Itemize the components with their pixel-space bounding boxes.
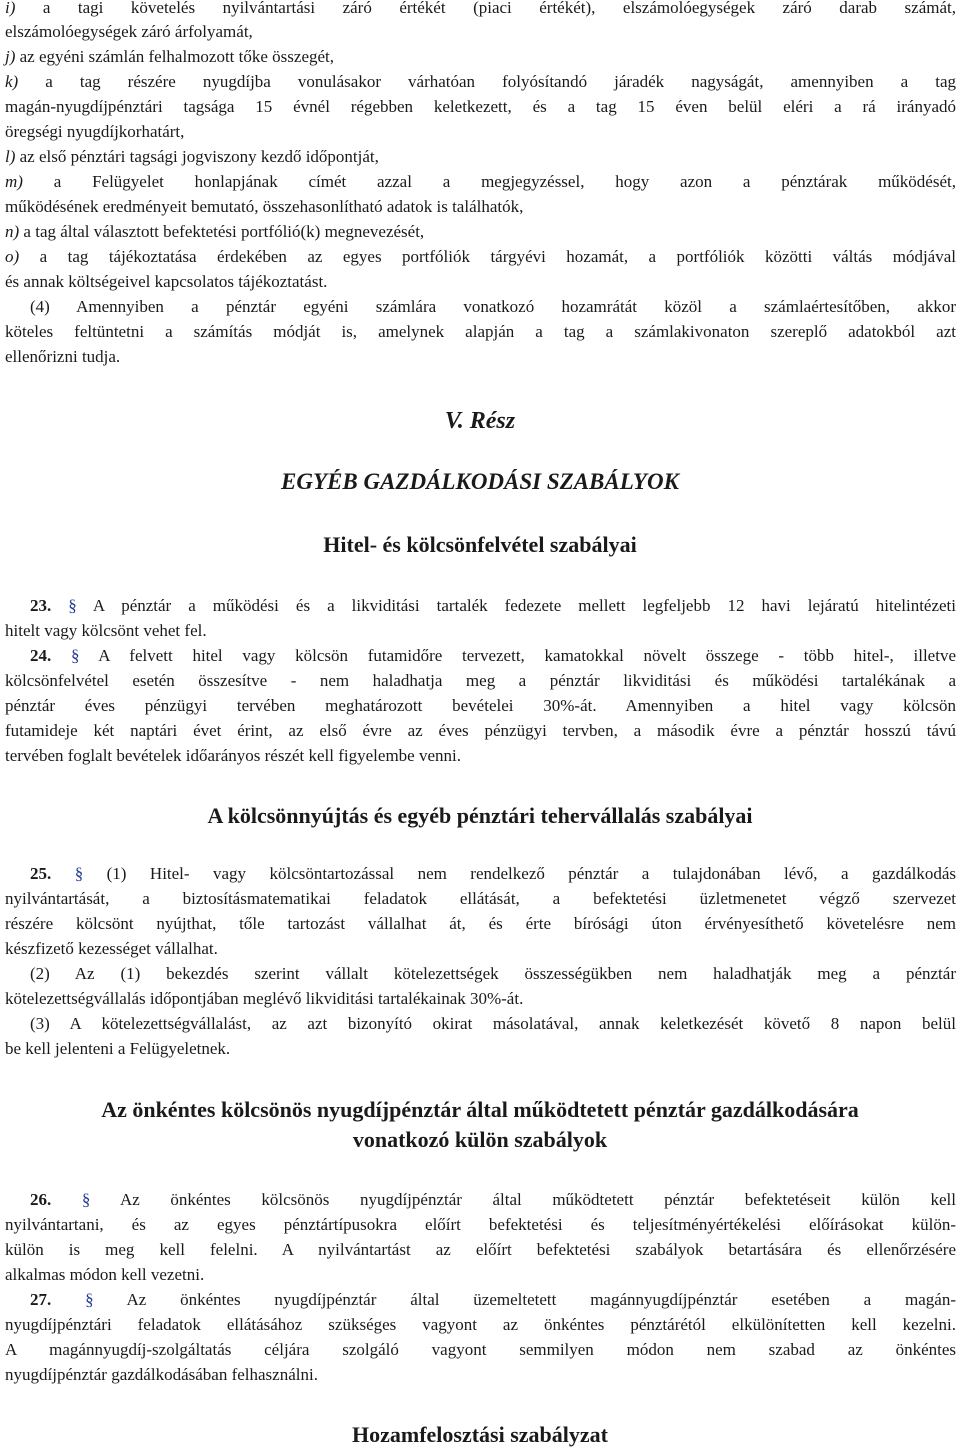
para-26-line-4: alkalmas módon kell vezetni. bbox=[5, 1265, 205, 1284]
item-l: l) az első pénztári tagsági jogviszony kezdő időpontját, bbox=[5, 147, 379, 166]
para-26-line-1: 26. § Az önkéntes kölcsönös nyugdíjpénztár által működtetett pénztár befektetéseit külön kell bbox=[30, 1190, 956, 1209]
item-label: i) bbox=[5, 0, 16, 17]
item-label: k) bbox=[5, 72, 19, 91]
para-27-line-3: A magánnyugdíj-szolgáltatás céljára szolgáló vagyont semmilyen módon nem szabad az önkéntes bbox=[5, 1340, 956, 1359]
para-26-line-3: külön is meg kell felelni. A nyilvántartást az előírt befektetési szabályok betartására és ellenőrzésére bbox=[5, 1240, 956, 1259]
section-symbol: § bbox=[81, 1190, 91, 1209]
para-25-line-1: 25. § (1) Hitel- vagy kölcsöntartozással nem rendelkező pénztár a tulajdonában lévő, a gazdálkodás bbox=[30, 864, 956, 883]
para-24-line-3: pénztár éves pénzügyi tervében meghatározott bevételei 30%-át. Amennyiben a hitel vagy kölcsön bbox=[5, 696, 956, 715]
subsection-title-separate-rules-1: Az önkéntes kölcsönös nyugdíjpénztár által működtetett pénztár gazdálkodására bbox=[101, 1097, 859, 1122]
para-4-line-3: ellenőrizni tudja. bbox=[5, 347, 121, 366]
section-symbol: § bbox=[74, 864, 84, 883]
item-k-line-1: k) a tag részére nyugdíjba vonulásakor várhatóan folyósítandó járadék nagyságát, amennyiben a tag bbox=[5, 72, 956, 91]
item-label: l) bbox=[5, 147, 16, 166]
para-27-line-2: nyugdíjpénztári feladatok ellátásához szükséges vagyont az önkéntes pénztárétól elkülönítetten kell kezelni. bbox=[5, 1315, 956, 1334]
section-symbol: § bbox=[68, 596, 77, 615]
section-symbol: § bbox=[70, 646, 80, 665]
para-25-line-2: nyilvántartását, a biztosításmatematikai feladatok ellátását, a befektetési üzletmenetet végző szervezet bbox=[5, 889, 956, 908]
para-25-line-3: részére kölcsönt nyújthat, tőle tartozást vállalhat át, és érte bírósági úton érvényesíthető követelésre nem bbox=[5, 914, 956, 933]
item-label: n) bbox=[5, 222, 20, 241]
item-i-line-1: i) a tagi követelés nyilvántartási záró értékét (piaci értékét), elszámolóegységek záró darab számát, bbox=[5, 0, 956, 17]
para-25-line-4: készfizető kezességet vállalhat. bbox=[5, 939, 218, 958]
subsection-title-lending: A kölcsönnyújtás és egyéb pénztári tehervállalás szabályai bbox=[207, 803, 753, 828]
item-o-line-1: o) a tag tájékoztatása érdekében az egyes portfóliók tárgyévi hozamát, a portfóliók közötti váltás módjával bbox=[5, 247, 956, 266]
subsection-title-credit: Hitel- és kölcsönfelvétel szabályai bbox=[323, 532, 637, 557]
para-25-2-line-1: (2) Az (1) bekezdés szerint vállalt kötelezettségek összességükben nem haladhatják meg a pénztár bbox=[30, 964, 956, 983]
section-symbol: § bbox=[85, 1290, 94, 1309]
item-o-line-2: és annak költségeivel kapcsolatos tájékoztatást. bbox=[5, 272, 328, 291]
item-k-line-2: magán-nyugdíjpénztári tagsága 15 évnél régebben keletkezett, és a tag 15 éven belül eléri a rá irányadó bbox=[5, 97, 956, 116]
item-j: j) az egyéni számlán felhalmozott tőke összegét, bbox=[5, 47, 335, 66]
item-n: n) a tag által választott befektetési portfólió(k) megnevezését, bbox=[5, 222, 425, 241]
subsection-title-separate-rules-2: vonatkozó külön szabályok bbox=[352, 1127, 608, 1152]
part-title: V. Rész bbox=[444, 408, 516, 434]
para-4-line-2: köteles feltüntetni a számítás módját is, amelynek alapján a tag a számlakivonaton szereplő adatokból azt bbox=[5, 322, 956, 341]
para-number: 24. bbox=[30, 646, 52, 665]
para-24-line-4: futamideje két naptári évet érint, az első évre az éves pénzügyi tervben, a második évre a pénztár hosszú távú bbox=[5, 721, 956, 740]
para-number: 27. bbox=[30, 1290, 52, 1309]
para-24-line-2: kölcsönfelvétel esetén összesítve - nem haladhatja meg a pénztár likviditási és működési tartalékának a bbox=[5, 671, 956, 690]
item-m-line-2: működésének eredményeit bemutató, összehasonlítható adatok is találhatók, bbox=[5, 197, 524, 216]
item-label: m) bbox=[5, 172, 23, 191]
para-23-line-2: hitelt vagy kölcsönt vehet fel. bbox=[5, 621, 207, 640]
para-26-line-2: nyilvántartani, és az egyes pénztártípusokra előírt befektetési és teljesítményértékelési előírásokat külön- bbox=[5, 1215, 956, 1234]
item-label: j) bbox=[5, 47, 16, 66]
para-23-line-1: 23. § A pénztár a működési és a likviditási tartalék fedezete mellett legfeljebb 12 havi lejáratú hitelintézeti bbox=[30, 596, 956, 615]
section-title: EGYÉB GAZDÁLKODÁSI SZABÁLYOK bbox=[281, 469, 679, 494]
para-4-line-1: (4) Amennyiben a pénztár egyéni számlára vonatkozó hozamrátát közöl a számlaértesítőben, akkor bbox=[30, 297, 956, 316]
item-k-line-3: öregségi nyugdíjkorhatárt, bbox=[5, 122, 185, 141]
item-m-line-1: m) a Felügyelet honlapjának címét azzal a megjegyzéssel, hogy azon a pénztárak működését, bbox=[5, 172, 956, 191]
para-number: 25. bbox=[30, 864, 52, 883]
para-25-2-line-2: kötelezettségvállalás időpontjában meglévő likviditási tartalékainak 30%-át. bbox=[5, 989, 524, 1008]
para-24-line-1: 24. § A felvett hitel vagy kölcsön futamidőre tervezett, kamatokkal növelt összege - több hitel-, illetve bbox=[30, 646, 956, 665]
item-i-line-2: elszámolóegységek záró árfolyamát, bbox=[5, 22, 253, 41]
para-number: 26. bbox=[30, 1190, 52, 1209]
subsection-title-yield-allocation: Hozamfelosztási szabályzat bbox=[352, 1422, 608, 1447]
para-27-line-4: nyugdíjpénztár gazdálkodásában felhasználni. bbox=[5, 1365, 318, 1384]
item-label: o) bbox=[5, 247, 20, 266]
para-25-3-line-2: be kell jelenteni a Felügyeletnek. bbox=[5, 1039, 231, 1058]
para-25-3-line-1: (3) A kötelezettségvállalást, az azt bizonyító okirat másolatával, annak keletkezését követő 8 napon belül bbox=[30, 1014, 956, 1033]
para-27-line-1: 27. § Az önkéntes nyugdíjpénztár által üzemeltetett magánnyugdíjpénztár esetében a magán- bbox=[30, 1290, 957, 1309]
para-24-line-5: tervében foglalt bevételek időarányos részét kell figyelembe venni. bbox=[5, 746, 461, 765]
para-number: 23. bbox=[30, 596, 52, 615]
